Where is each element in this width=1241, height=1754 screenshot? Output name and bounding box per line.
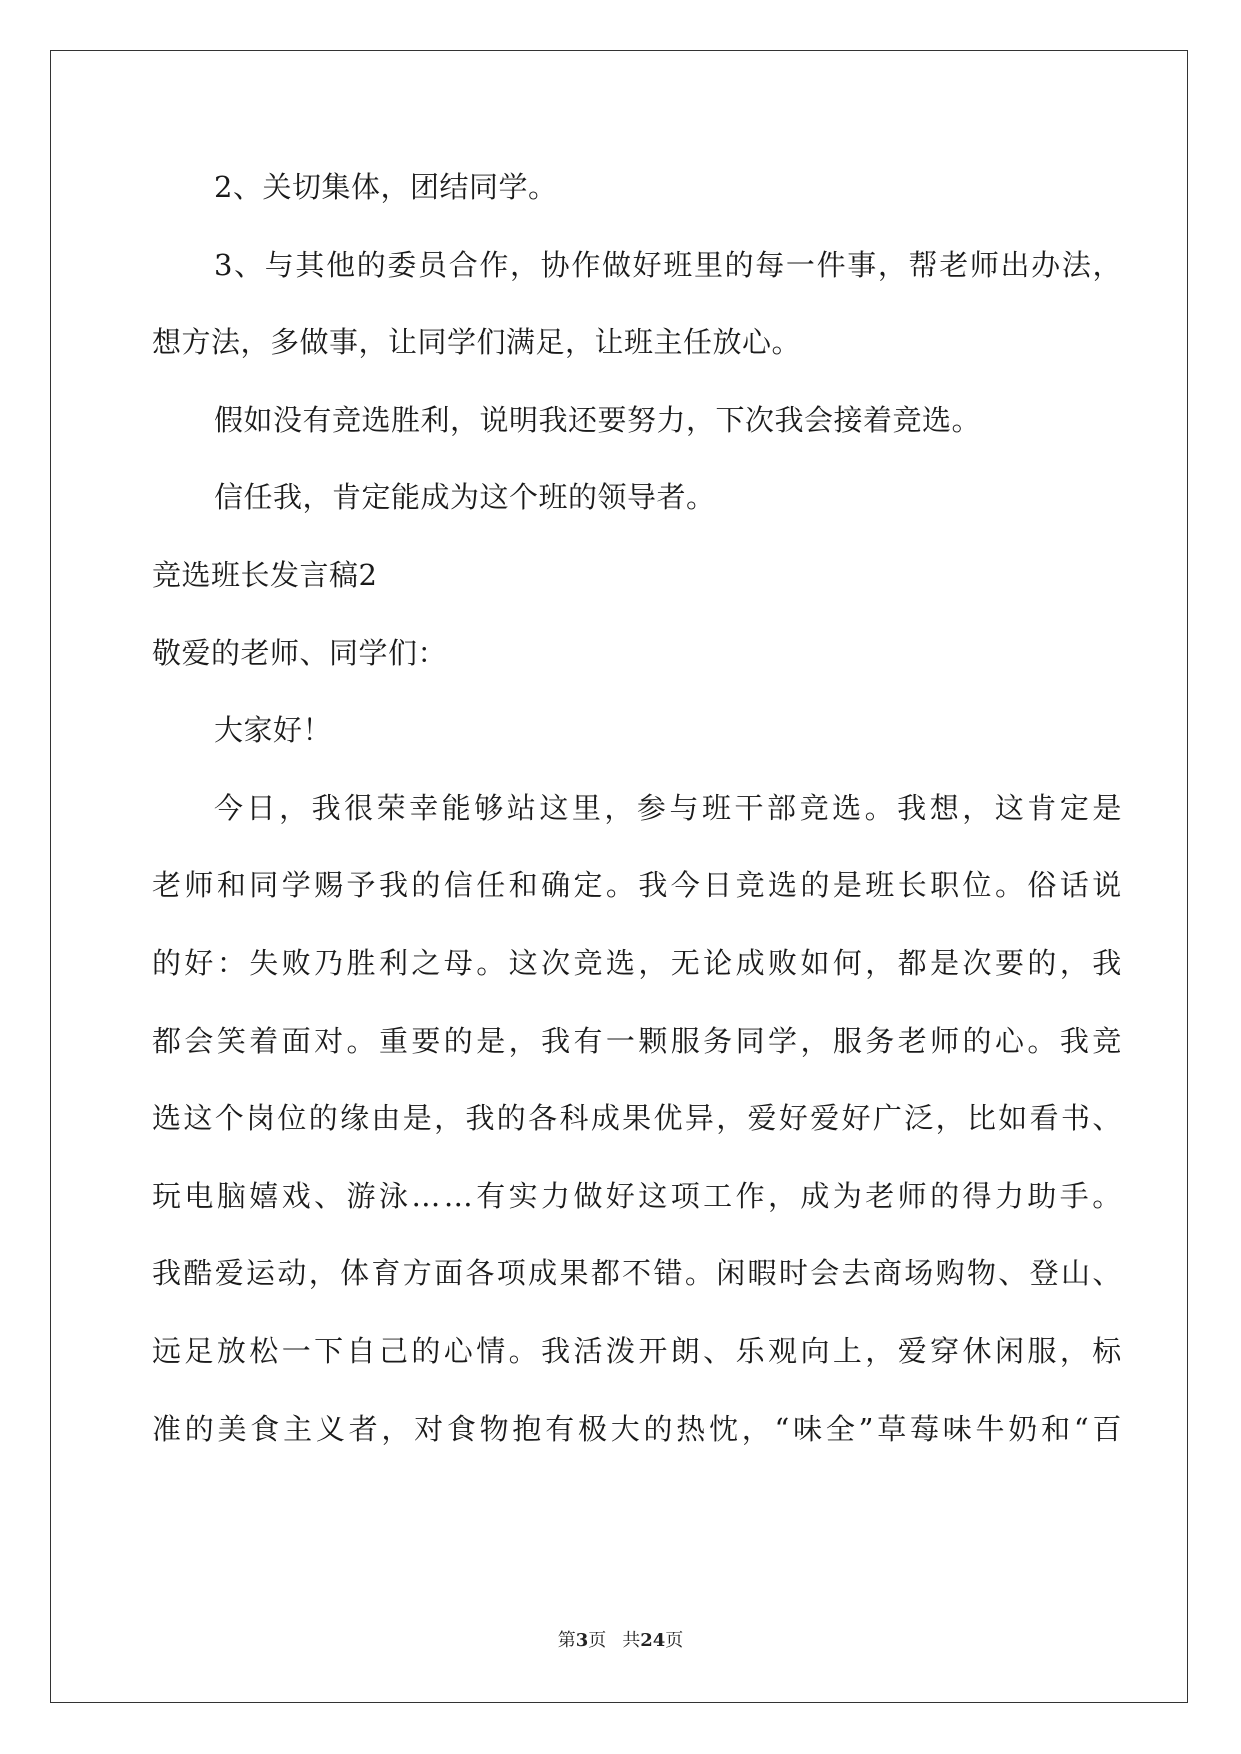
paragraph-line: 玩 电 脑 嬉 戏 、 游 泳 … … 有 实 力 做 好 这 项 工 作 ， 成 为 老 师 的 得 力 助 手 。 [152,1178,1122,1213]
paragraph-line: 今 日 ， 我 很 荣 幸 能 够 站 这 里 ， 参 与 班 干 部 竞 选 。 我 想 ， 这 肯 定 是 [214,790,1122,825]
document-body [152,167,1122,1486]
paragraph-line: 想方法，多做事，让同学们满足，让班主任放心。 [152,325,802,360]
total-suffix: 页 [665,1630,684,1651]
page-prefix: 第 [557,1630,576,1651]
paragraph-line: 准 的 美 食 主 义 者 ， 对 食 物 抱 有 极 大 的 热 忱 ， “ 味 全 ” 草 莓 味 牛 奶 和 “ 百 [152,1411,1122,1446]
greeting: 大家好！ [214,713,333,748]
paragraph-line: 3 、 与 其 他 的 委 员 合 作 ， 协 作 做 好 班 里 的 每 一 件 事 ， 帮 老 师 出 办 法 ， [214,247,1122,282]
paragraph-line: 选 这 个 岗 位 的 缘 由 是 ， 我 的 各 科 成 果 优 异 ， 爱 好 爱 好 广 泛 ， 比 如 看 书 、 [152,1101,1122,1136]
page-suffix: 页 [588,1630,607,1651]
paragraph-line: 远 足 放 松 一 下 自 己 的 心 情 。 我 活 泼 开 朗 、 乐 观 向 上 ， 爱 穿 休 闲 服 ， 标 [152,1333,1122,1368]
paragraph-line: 老 师 和 同 学 赐 予 我 的 信 任 和 确 定 。 我 今 日 竞 选 的 是 班 长 职 位 。 俗 话 说 [152,868,1122,903]
paragraph-line: 我 酷 爱 运 动 ， 体 育 方 面 各 项 成 果 都 不 错 。 闲 暇 时 会 去 商 场 购 物 、 登 山 、 [152,1256,1122,1291]
paragraph-line: 2、关切集体，团结同学。 [214,170,558,204]
page-footer [0,1626,1241,1652]
section-heading: 竞选班长发言稿2 [152,557,378,592]
salutation: 敬爱的老师、同学们： [152,635,448,670]
page-number: 3 [575,1630,589,1651]
paragraph-line: 的 好 ： 失 败 乃 胜 利 之 母 。 这 次 竞 选 ， 无 论 成 败 如 何 ， 都 是 次 要 的 ， 我 [152,945,1122,980]
paragraph-line: 假如没有竞选胜利，说明我还要努力，下次我会接着竞选。 [214,402,982,437]
total-pages: 24 [640,1630,666,1651]
total-prefix: 共 [622,1630,641,1651]
paragraph-line: 都 会 笑 着 面 对 。 重 要 的 是 ， 我 有 一 颗 服 务 同 学 ， 服 务 老 师 的 心 。 我 竞 [152,1023,1122,1058]
paragraph-line: 信任我，肯定能成为这个班的领导者。 [214,480,716,515]
